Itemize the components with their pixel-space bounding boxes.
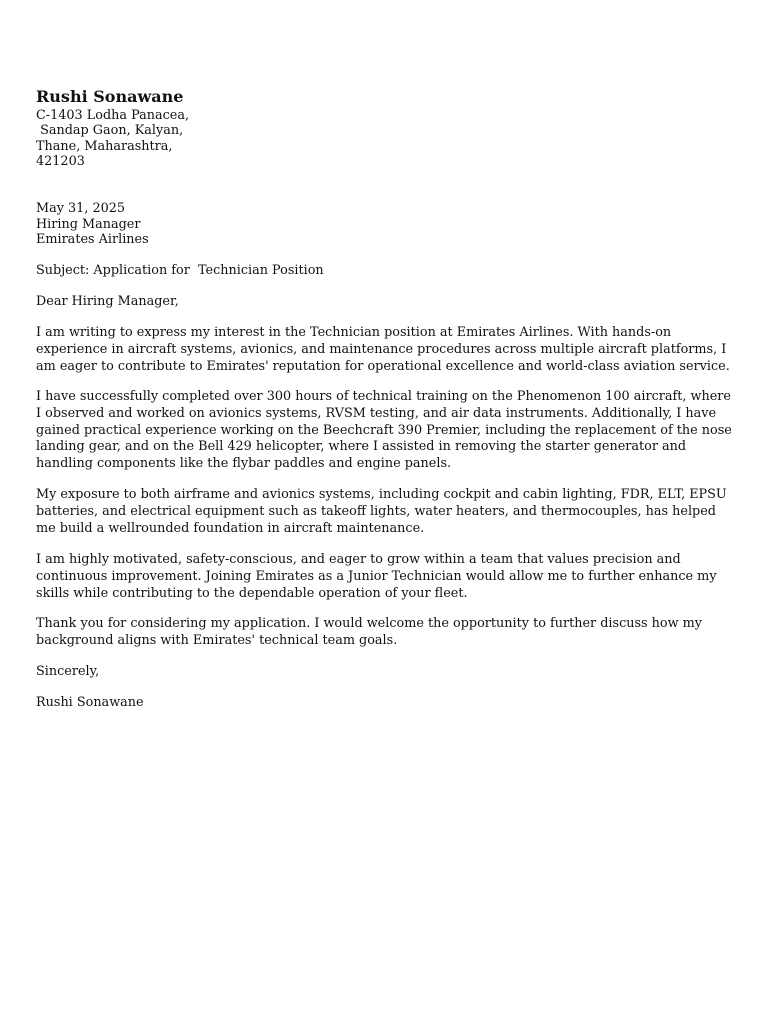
recipient-company: Emirates Airlines [36, 232, 149, 247]
body-paragraph: I am highly motivated, safety-conscious, and eager to grow within a team that values precision and continuous improvement. Joining Emirates as a Junior Technician would allow me to further enhance my skills while contributing to the dependable operation of your fleet. [36, 552, 717, 601]
sender-address-line-1: C-1403 Lodha Panacea, [36, 108, 190, 123]
sender-address-line-3: Thane, Maharashtra, [36, 139, 173, 154]
sender-name: Rushi Sonawane [36, 87, 184, 106]
subject-line: Subject: Application for Technician Position [36, 263, 324, 278]
sender-address-line-2: Sandap Gaon, Kalyan, [36, 123, 184, 138]
salutation: Dear Hiring Manager, [36, 294, 179, 309]
signature-name: Rushi Sonawane [36, 695, 144, 710]
body-paragraph: I am writing to express my interest in the Technician position at Emirates Airlines. With hands-on experience in aircraft systems, avionics, and maintenance procedures across multiple aircraft platforms, I am eager to contribute to Emirates' reputation for operational excellence and world-class aviation service. [36, 325, 730, 374]
body-paragraph: Thank you for considering my application. I would welcome the opportunity to further discuss how my background aligns with Emirates' technical team goals. [36, 616, 703, 648]
letter-date: May 31, 2025 [36, 201, 126, 216]
sender-address-line-4: 421203 [36, 154, 85, 169]
body-paragraph: I have successfully completed over 300 hours of technical training on the Phenomenon 100 aircraft, where I observed and worked on avionics systems, RVSM testing, and air data instruments. Additionally, I have gained practical experience working on the Beechcraft 390 Premier, including the replacement of the nose landing gear, and on the Bell 429 helicopter, where I assisted in removing the starter generator and handling components like the flybar paddles and engine panels. [36, 389, 732, 472]
closing: Sincerely, [36, 664, 100, 679]
body-paragraph: My exposure to both airframe and avionics systems, including cockpit and cabin lighting, FDR, ELT, EPSU batteries, and electrical equipment such as takeoff lights, water heaters, and thermocouples, has helped me build a wellrounded foundation in aircraft maintenance. [36, 487, 727, 536]
recipient-title: Hiring Manager [36, 217, 141, 232]
